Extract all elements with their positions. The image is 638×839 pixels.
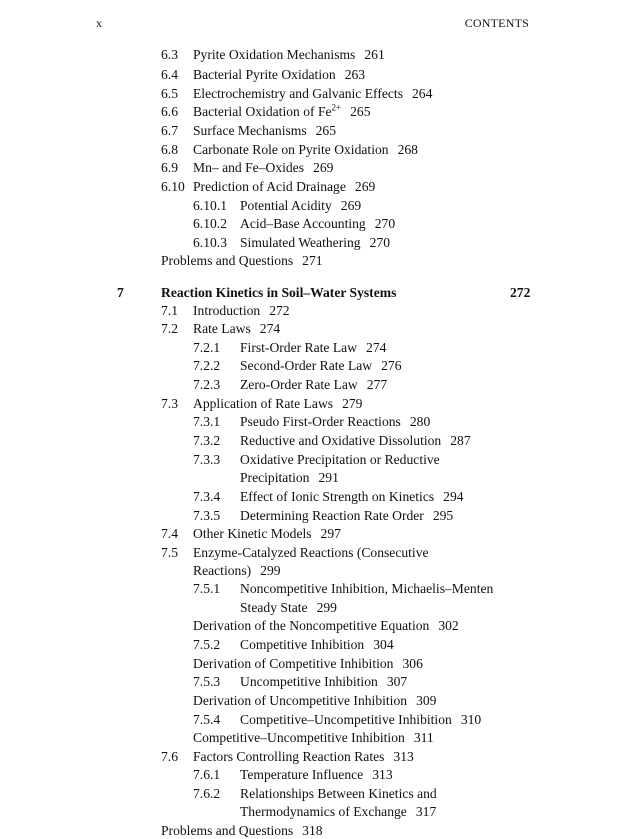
entry-title-text: Other Kinetic Models (193, 526, 312, 541)
entry-title-text: Prediction of Acid Drainage (193, 179, 346, 194)
entry-title (240, 197, 361, 214)
chapter-number: 7 (117, 285, 124, 300)
entry-title (193, 544, 429, 561)
entry-number: 7.5.2 (193, 637, 221, 652)
entry-number: 7.2.2 (193, 358, 221, 373)
entry-number: 7.2.3 (193, 377, 221, 392)
entry-number: 7.3.3 (193, 452, 221, 467)
entry-title-text: Bacterial Pyrite Oxidation (193, 67, 336, 82)
entry-number: 6.4 (161, 67, 178, 82)
entry-title-text: Derivation of Competitive Inhibition (193, 656, 394, 671)
entry-page: 261 (364, 47, 385, 62)
entry-title-continued (193, 562, 281, 579)
entry-title-cont-text: Precipitation (240, 470, 310, 485)
entry-number: 7.5.1 (193, 581, 221, 596)
entry-title (193, 302, 290, 319)
entry-page: 307 (386, 674, 408, 689)
entry-page: 317 (415, 804, 437, 819)
entry-page: 318 (302, 823, 323, 838)
entry-title (240, 376, 387, 393)
entry-page: 280 (409, 414, 431, 429)
entry-page: 272 (269, 303, 290, 318)
entry-title (240, 413, 430, 430)
entry-title-text: Competitive Inhibition (240, 637, 365, 652)
entry-title (193, 85, 432, 102)
entry-title (193, 320, 280, 337)
entry-page: 313 (393, 749, 414, 764)
entry-page: 274 (259, 321, 281, 336)
entry-number: 7.3.4 (193, 489, 221, 504)
entry-title (193, 103, 371, 120)
entry-title (240, 339, 386, 356)
superscript: 2+ (331, 102, 342, 113)
entry-title (193, 46, 385, 63)
entry-title-text: Noncompetitive Inhibition, Michaelis–Menten (240, 581, 494, 596)
entry-title-text: Simulated Weathering (240, 235, 361, 250)
entry-number: 6.10.1 (193, 198, 227, 213)
entry-page: 302 (438, 618, 459, 633)
entry-title-text: Temperature Influence (240, 767, 364, 782)
entry-title-continued (240, 469, 339, 486)
entry-title-text: Oxidative Precipitation or Reductive (240, 452, 440, 467)
entry-page: 291 (318, 470, 339, 485)
entry-title (240, 451, 440, 468)
entry-title-text: Application of Rate Laws (193, 396, 334, 411)
entry-page: 264 (412, 86, 433, 101)
entry-number: 7.5.4 (193, 712, 221, 727)
entry-title (240, 215, 395, 232)
entry-title-text: Factors Controlling Reaction Rates (193, 749, 385, 764)
entry-title (240, 234, 390, 251)
entry-page: 309 (416, 693, 437, 708)
entry-title (193, 122, 336, 139)
entry-page: 304 (373, 637, 394, 652)
entry-title-text: Carbonate Role on Pyrite Oxidation (193, 142, 389, 157)
entry-number: 6.6 (161, 104, 178, 119)
entry-title-text: Electrochemistry and Galvanic Effects (193, 86, 403, 101)
entry-page: 269 (313, 160, 334, 175)
entry-title (193, 729, 434, 746)
entry-title (193, 692, 436, 709)
entry-page: 279 (342, 396, 363, 411)
entry-page: 299 (316, 600, 337, 615)
entry-title-text: Rate Laws (193, 321, 251, 336)
entry-title-cont-text: Thermodynamics of Exchange (240, 804, 407, 819)
entry-title (193, 525, 341, 542)
entry-title (240, 507, 453, 524)
entry-title (240, 785, 437, 802)
entry-page: 276 (381, 358, 402, 373)
entry-title (193, 178, 375, 195)
entry-title-text: Problems and Questions (161, 823, 294, 838)
entry-number: 7.3.2 (193, 433, 221, 448)
entry-title (240, 357, 402, 374)
entry-title (240, 711, 481, 728)
entry-title-text: Pseudo First-Order Reactions (240, 414, 401, 429)
entry-title-text: Uncompetitive Inhibition (240, 674, 378, 689)
page-number: x (96, 16, 103, 30)
entry-title-text: Derivation of the Noncompetitive Equation (193, 618, 430, 633)
entry-title-text: Competitive–Uncompetitive Inhibition (240, 712, 452, 727)
entry-title (193, 655, 423, 672)
entry-title (161, 822, 323, 839)
entry-page: 311 (413, 730, 434, 745)
entry-title-text: Zero-Order Rate Law (240, 377, 358, 392)
entry-title-text: Second-Order Rate Law (240, 358, 373, 373)
entry-title (193, 141, 418, 158)
entry-page: 263 (344, 67, 366, 82)
entry-number: 6.8 (161, 142, 178, 157)
entry-title-cont-text: Reactions) (193, 563, 252, 578)
entry-title-text: Derivation of Uncompetitive Inhibition (193, 693, 408, 708)
entry-title-text: Problems and Questions (161, 253, 294, 268)
entry-title-text: Relationships Between Kinetics and (240, 786, 437, 801)
entry-number: 6.7 (161, 123, 178, 138)
entry-number: 7.3 (161, 396, 178, 411)
entry-number: 6.5 (161, 86, 178, 101)
entry-title-text: Introduction (193, 303, 261, 318)
entry-page: 265 (315, 123, 337, 138)
entry-page: 287 (450, 433, 471, 448)
entry-page: 295 (432, 508, 454, 523)
entry-title (240, 636, 394, 653)
entry-number: 7.2.1 (193, 340, 221, 355)
entry-number: 6.10.3 (193, 235, 227, 250)
entry-title-text: Surface Mechanisms (193, 123, 307, 138)
entry-page: 299 (260, 563, 281, 578)
entry-number: 7.6 (161, 749, 178, 764)
entry-page: 306 (402, 656, 423, 671)
entry-title (193, 395, 362, 412)
chapter-page: 272 (510, 285, 531, 300)
entry-title-text: Bacterial Oxidation of Fe (193, 104, 332, 119)
entry-page: 265 (350, 104, 371, 119)
entry-page: 271 (302, 253, 323, 268)
entry-number: 6.9 (161, 160, 178, 175)
entry-title-text: Effect of Ionic Strength on Kinetics (240, 489, 435, 504)
entry-title (193, 617, 459, 634)
entry-page: 294 (443, 489, 464, 504)
entry-number: 7.6.2 (193, 786, 221, 801)
entry-page: 297 (320, 526, 341, 541)
entry-number: 6.10 (161, 179, 185, 194)
entry-number: 7.2 (161, 321, 178, 336)
entry-title (240, 580, 493, 597)
entry-title-text: Acid–Base Accounting (240, 216, 366, 231)
entry-title-text: First-Order Rate Law (240, 340, 358, 355)
entry-title-text: Competitive–Uncompetitive Inhibition (193, 730, 405, 745)
entry-page: 313 (372, 767, 393, 782)
entry-page: 274 (366, 340, 387, 355)
entry-title-text: Reductive and Oxidative Dissolution (240, 433, 442, 448)
entry-page: 277 (366, 377, 388, 392)
entry-title-continued (240, 599, 337, 616)
entry-title-continued (240, 803, 436, 820)
entry-page: 269 (340, 198, 362, 213)
entry-title (240, 673, 407, 690)
entry-title-text: Mn– and Fe–Oxides (193, 160, 305, 175)
entry-number: 6.3 (161, 47, 178, 62)
entry-title (193, 748, 414, 765)
entry-number: 7.5 (161, 545, 178, 560)
entry-page: 269 (354, 179, 376, 194)
entry-title (240, 432, 471, 449)
entry-page: 270 (374, 216, 396, 231)
entry-number: 7.6.1 (193, 767, 221, 782)
entry-page: 268 (397, 142, 418, 157)
entry-title-text: Potential Acidity (240, 198, 332, 213)
entry-number: 7.5.3 (193, 674, 221, 689)
entry-title-text: Enzyme-Catalyzed Reactions (Consecutive (193, 545, 429, 560)
entry-title (193, 66, 365, 83)
chapter-title: Reaction Kinetics in Soil–Water Systems (161, 285, 397, 300)
entry-title-text: Pyrite Oxidation Mechanisms (193, 47, 356, 62)
entry-number: 7.4 (161, 526, 178, 541)
entry-title-cont-text: Steady State (240, 600, 308, 615)
entry-page: 310 (460, 712, 482, 727)
entry-title-text: Determining Reaction Rate Order (240, 508, 424, 523)
entry-number: 7.1 (161, 303, 178, 318)
entry-page: 270 (369, 235, 390, 250)
entry-number: 7.3.5 (193, 508, 221, 523)
entry-number: 6.10.2 (193, 216, 227, 231)
entry-title (193, 159, 333, 176)
entry-title (161, 252, 323, 269)
entry-number: 7.3.1 (193, 414, 221, 429)
entry-title (240, 766, 393, 783)
running-head: CONTENTS (464, 16, 529, 30)
entry-title (240, 488, 464, 505)
